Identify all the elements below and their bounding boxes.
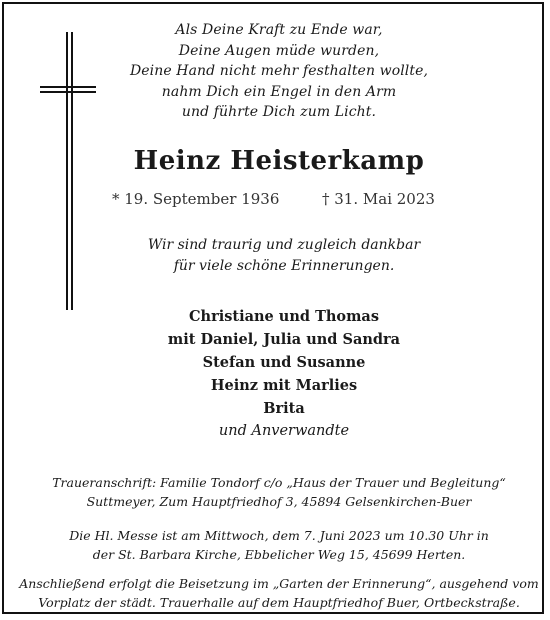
burial-info [14,574,544,612]
obituary-frame [2,2,544,614]
poem-line: Deine Hand nicht mehr festhalten wollte, [129,63,429,79]
cross-vertical-line [71,32,73,310]
thanks-line: für viele schöne Erinnerungen. [173,257,395,274]
birth-date: * 19. September 1936 [112,190,280,208]
mourners-closing: und Anverwandte [218,423,350,439]
poem [104,20,454,123]
deceased-name: Heinz Heisterkamp [133,146,425,176]
mourner-line: Christiane und Thomas [189,308,379,325]
poem-line: Deine Augen müde wurden, [178,42,380,59]
mass-line: der St. Barbara Kirche, Ebbelicher Weg 15, 45699 Herten. [92,547,466,562]
cross-horizontal-line [40,86,96,88]
mourning-address [24,473,534,511]
address-line: Suttmeyer, Zum Hauptfriedhof 3, 45894 Gelsenkirchen-Buer [86,494,472,509]
poem-line: und führte Dich zum Licht. [181,104,377,120]
death-date: † 31. Mai 2023 [322,190,435,208]
cross-vertical-line [66,32,68,310]
thanks-text [114,235,454,276]
mourners-list [114,305,454,443]
cross-icon [40,32,96,310]
mourner-line: Stefan und Susanne [202,354,366,371]
cross-horizontal-line [40,91,96,93]
mourner-line: Heinz mit Marlies [210,377,358,394]
mass-info [24,526,534,564]
burial-line: Vorplatz der städt. Trauerhalle auf dem Hauptfriedhof Buer, Ortbeckstraße. [38,595,520,610]
mourner-line: Brita [263,400,305,417]
thanks-line: Wir sind traurig und zugleich dankbar [147,237,421,253]
mourner-line: mit Daniel, Julia und Sandra [167,331,401,348]
mass-line: Die Hl. Messe ist am Mittwoch, dem 7. Juni 2023 um 10.30 Uhr in [69,528,489,543]
poem-line: nahm Dich ein Engel in den Arm [161,83,397,100]
burial-line: Anschließend erfolgt die Beisetzung im „Garten der Erinnerung“, ausgehend vom [19,576,539,591]
life-dates [4,189,550,209]
poem-line: Als Deine Kraft zu Ende war, [175,22,383,38]
address-line: Traueranschrift: Familie Tondorf c/o „Haus der Trauer und Begleitung“ [52,475,506,490]
